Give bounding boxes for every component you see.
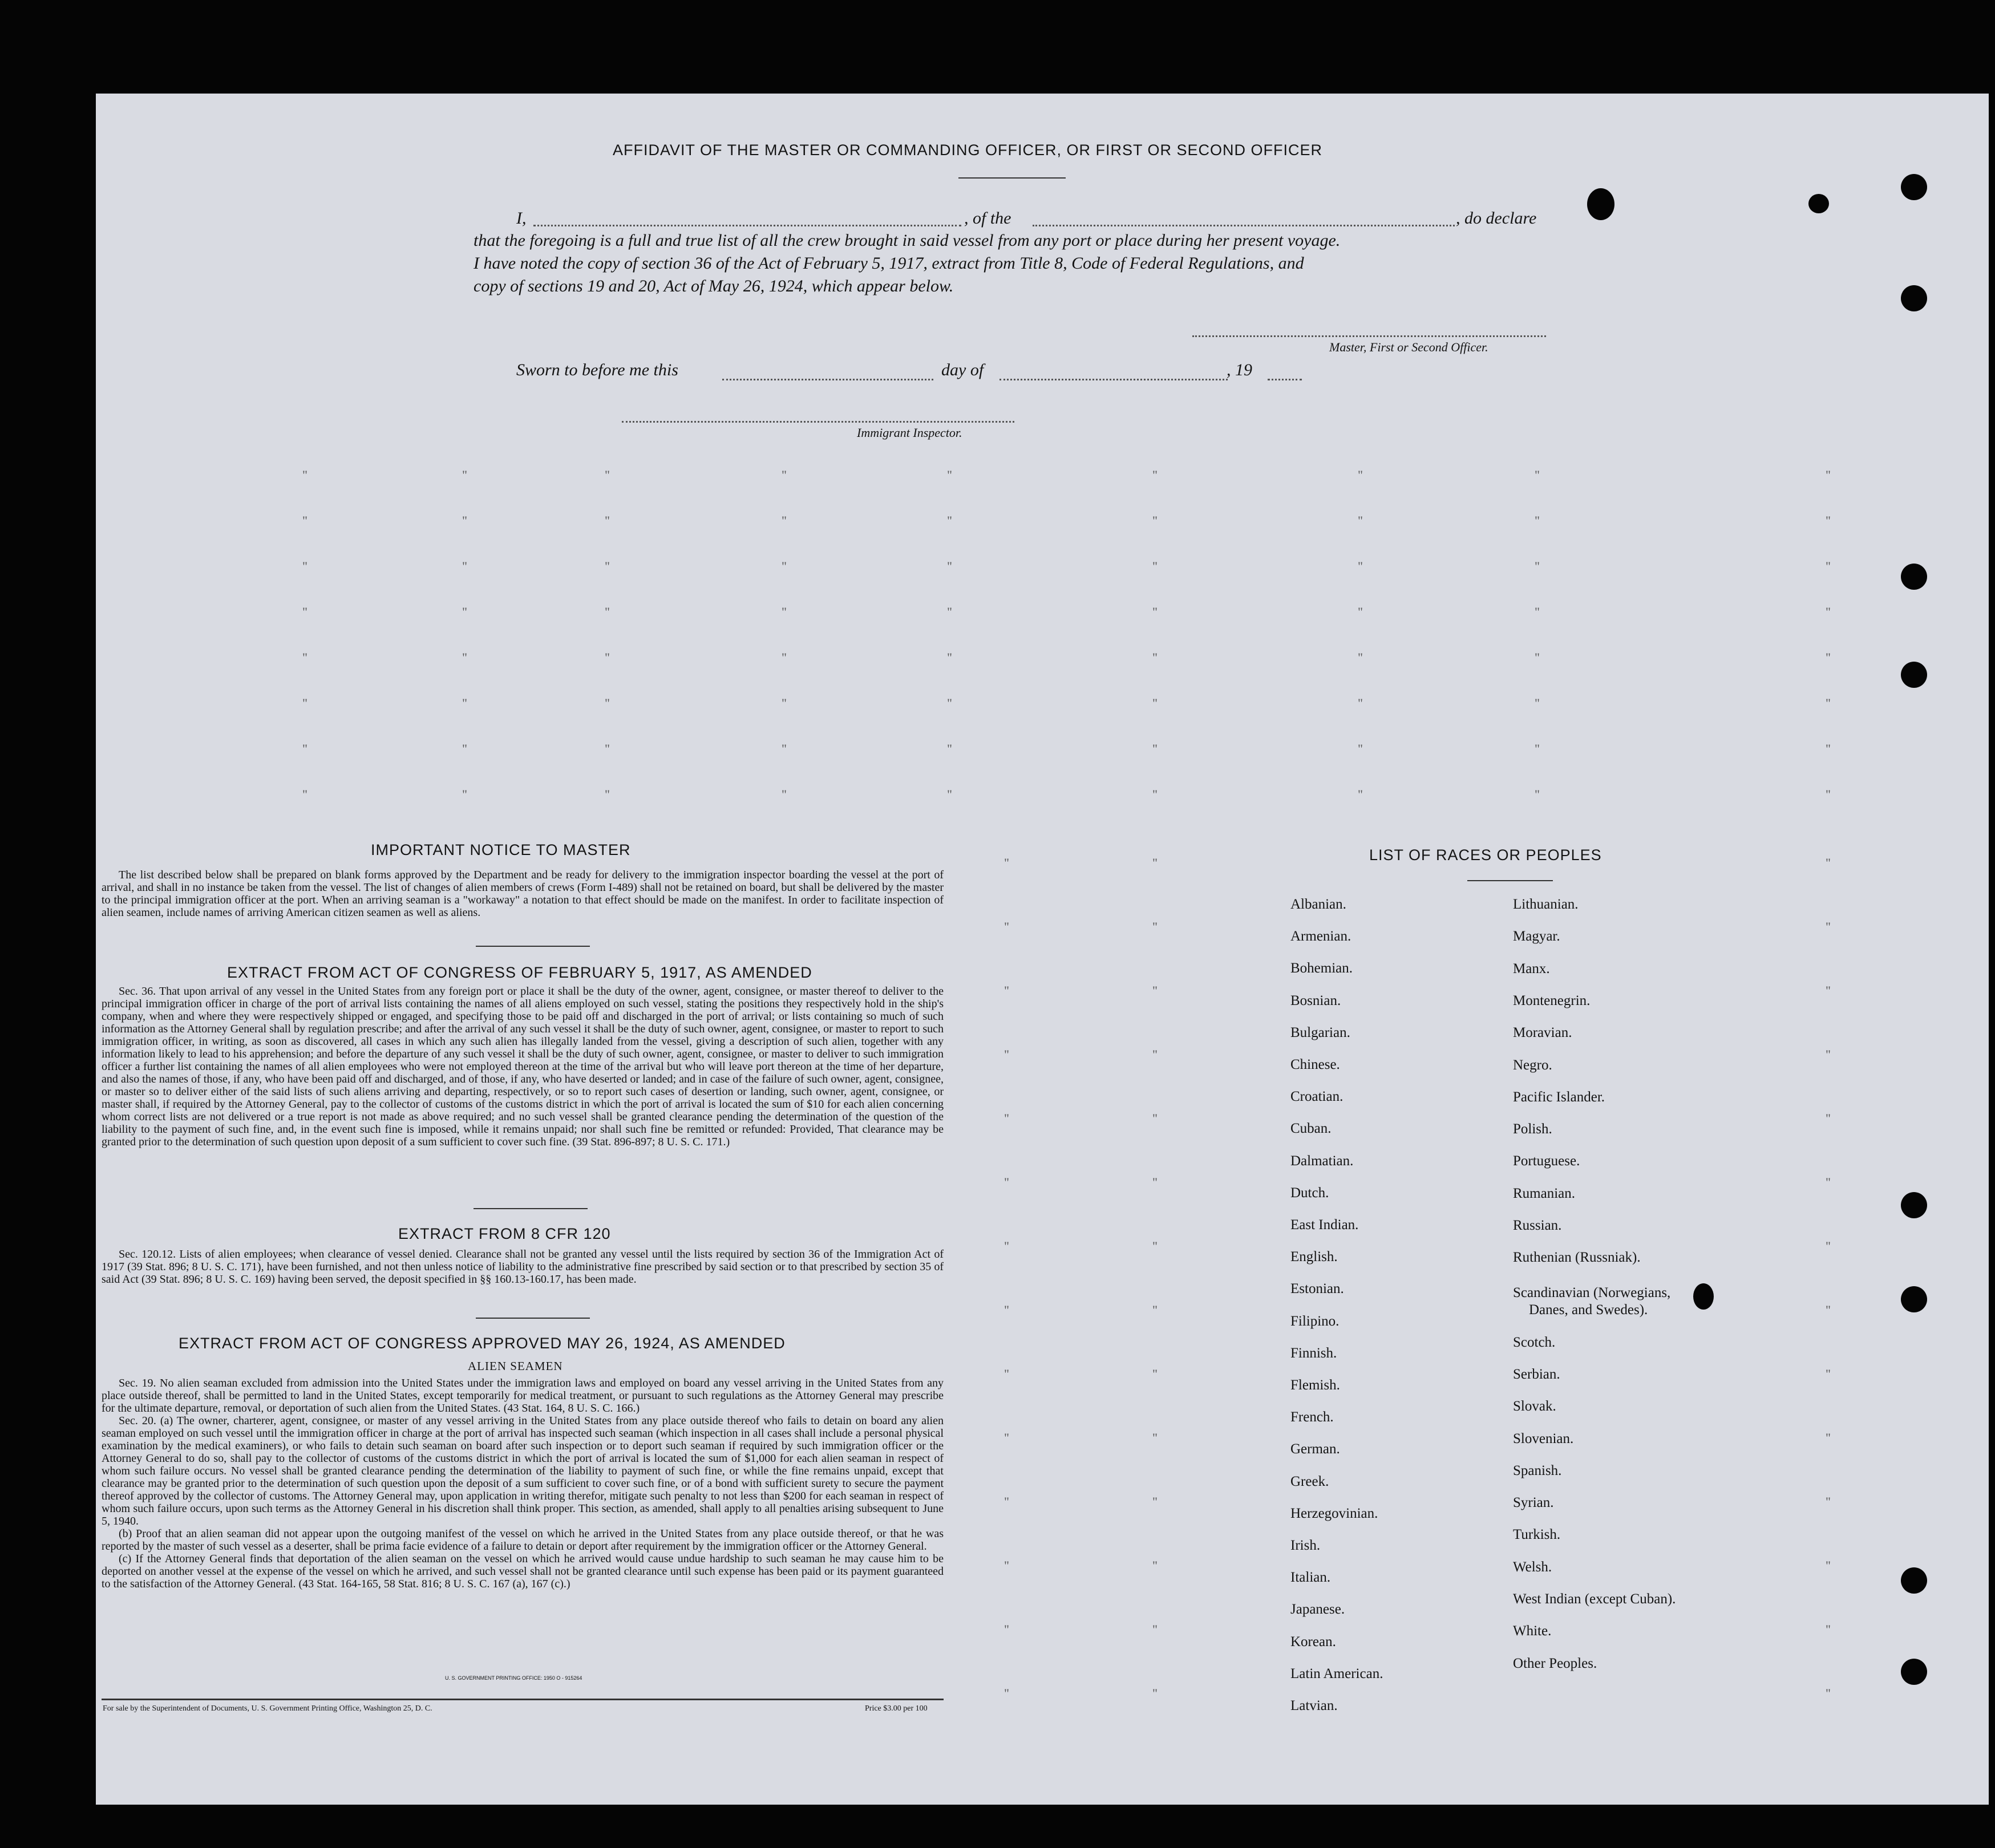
ditto-mark: " (1826, 1558, 1831, 1573)
ditto-mark: " (1004, 1047, 1009, 1061)
punch-hole (1901, 174, 1927, 200)
ditto-mark: " (947, 605, 952, 619)
race-item: Chinese. (1290, 1057, 1340, 1072)
ditto-mark: " (1826, 787, 1831, 801)
race-item: Spanish. (1513, 1462, 1562, 1478)
ditto-mark: " (947, 468, 952, 482)
ditto-mark: " (947, 650, 952, 664)
race-item: Russian. (1513, 1218, 1562, 1233)
race-item: East Indian. (1290, 1217, 1359, 1233)
ditto-mark: " (1826, 513, 1831, 528)
vessel-blank[interactable] (1033, 225, 1455, 226)
ditto-mark: " (462, 468, 467, 482)
race-item: Greek. (1290, 1473, 1329, 1489)
race-item: Pacific Islander. (1513, 1089, 1605, 1105)
race-item: Magyar. (1513, 929, 1560, 945)
ditto-mark: " (1152, 605, 1158, 619)
ditto-mark: " (1826, 1303, 1831, 1317)
ditto-mark: " (605, 787, 610, 801)
gpo-imprint: U. S. GOVERNMENT PRINTING OFFICE: 1950 O - 915264 (445, 1675, 582, 1681)
ditto-mark: " (302, 787, 307, 801)
punch-hole (1901, 662, 1927, 688)
ditto-mark: " (462, 787, 467, 801)
ditto-mark: " (1826, 650, 1831, 664)
punch-hole (1901, 285, 1927, 311)
extract-1924-paragraph: (c) If the Attorney General finds that deportation of the alien seaman on the vessel on which he arrived would cause undue hardship to such seaman he may cause him to be deported on another vessel at the expense of the vessel on which he arrived, and such vessel shall not be granted clearance until such expense has been paid or its payment guaranteed to the satisfaction of the Attorney General. (43 Stat. 164-165, 58 Stat. 816; 8 U. S. C. 167 (a), 167 (c).) (102, 1553, 944, 1590)
notice-text (102, 869, 944, 919)
extract-1924-paragraph: Sec. 19. No alien seaman excluded from admission into the United States under the immigration laws and employed on board any vessel arriving in the United States from any place outside thereof, shall be permitted to land in the United States, except temporarily for medical treatment, or pursuant to such regulations as the Attorney General may prescribe for the ultimate departure, removal, or deportation of such alien from the United States. (43 Stat. 164, 8 U. S. C. 166.) (102, 1377, 944, 1415)
race-item: Montenegrin. (1513, 992, 1591, 1008)
ditto-mark: " (1358, 513, 1363, 528)
ditto-mark: " (1152, 1558, 1158, 1573)
punch-hole (1901, 1192, 1927, 1218)
ditto-mark: " (605, 513, 610, 528)
ditto-mark: " (1152, 1494, 1158, 1509)
ditto-mark: " (1152, 696, 1158, 710)
ditto-mark: " (1004, 1622, 1009, 1636)
ditto-mark: " (1152, 1047, 1158, 1061)
declaration-line: I have noted the copy of section 36 of the Act of February 5, 1917, extract from Title 8, Code of Federal Regulations, and (474, 254, 1304, 273)
ditto-mark: " (462, 513, 467, 528)
ditto-mark: " (1826, 1494, 1831, 1509)
ditto-mark: " (947, 513, 952, 528)
affiant-label: I, (516, 209, 527, 228)
ditto-mark: " (1358, 468, 1363, 482)
race-item: Filipino. (1290, 1313, 1340, 1329)
race-item: Latvian. (1290, 1698, 1338, 1713)
race-item: Serbian. (1513, 1366, 1560, 1382)
ditto-mark: " (1152, 1622, 1158, 1636)
ditto-mark: " (1826, 696, 1831, 710)
ditto-mark: " (1004, 1367, 1009, 1381)
extract-1924-paragraph: (b) Proof that an alien seaman did not appear upon the outgoing manifest of the vessel on which he arrived in the United States from any place outside thereof, or that he was reported by the master of such vessel as a deserter, shall be prima facie evidence of a failure to detain or deport after requirement by the immigration officer or the Attorney General. (102, 1527, 944, 1553)
ditto-mark: " (462, 650, 467, 664)
ditto-mark: " (782, 468, 787, 482)
race-item: Danes, and Swedes). (1529, 1302, 1648, 1318)
race-item: Irish. (1290, 1538, 1321, 1553)
ditto-mark: " (1152, 741, 1158, 756)
race-item: Croatian. (1290, 1089, 1344, 1105)
race-item: Lithuanian. (1513, 897, 1579, 912)
race-item: Korean. (1290, 1634, 1336, 1650)
ditto-mark: " (947, 741, 952, 756)
notice-title: IMPORTANT NOTICE TO MASTER (371, 841, 631, 858)
ditto-mark: " (1826, 1430, 1831, 1445)
ditto-mark: " (1535, 650, 1540, 664)
race-item: Herzegovinian. (1290, 1505, 1378, 1521)
ditto-mark: " (462, 605, 467, 619)
master-signature-blank[interactable] (1192, 335, 1546, 337)
alien-seamen-subtitle: ALIEN SEAMEN (468, 1359, 563, 1373)
ditto-mark: " (782, 696, 787, 710)
punch-hole (1901, 1286, 1927, 1312)
race-item: German. (1290, 1441, 1340, 1457)
ditto-mark: " (1152, 1111, 1158, 1125)
ditto-mark: " (1826, 983, 1831, 998)
ditto-mark: " (1535, 696, 1540, 710)
race-item: Manx. (1513, 961, 1550, 976)
ditto-mark: " (1826, 605, 1831, 619)
race-item: Slovenian. (1513, 1430, 1574, 1446)
ditto-mark: " (1152, 1175, 1158, 1189)
footer-price: Price $3.00 per 100 (865, 1704, 928, 1713)
ditto-mark: " (1152, 1239, 1158, 1253)
race-item: Bulgarian. (1290, 1024, 1350, 1040)
ditto-mark: " (1535, 513, 1540, 528)
ditto-mark: " (605, 696, 610, 710)
ditto-mark: " (1152, 1367, 1158, 1381)
race-item: Cuban. (1290, 1121, 1332, 1137)
ditto-mark: " (1826, 1367, 1831, 1381)
ditto-mark: " (1152, 787, 1158, 801)
ditto-mark: " (1826, 741, 1831, 756)
year-blank[interactable] (1268, 379, 1302, 380)
race-item: Turkish. (1513, 1527, 1561, 1543)
ditto-mark: " (947, 696, 952, 710)
ditto-mark: " (1152, 919, 1158, 934)
ditto-mark: " (1152, 1303, 1158, 1317)
ditto-mark: " (1358, 559, 1363, 573)
race-item: Latin American. (1290, 1665, 1383, 1681)
race-item: Bohemian. (1290, 961, 1353, 976)
ditto-mark: " (947, 787, 952, 801)
ditto-mark: " (1004, 1303, 1009, 1317)
year-label: , 19 (1227, 360, 1252, 379)
race-item: Moravian. (1513, 1025, 1572, 1041)
race-item: English. (1290, 1249, 1338, 1265)
extract-1924-paragraph: Sec. 20. (a) The owner, charterer, agent, consignee, or master of any vessel arriving in the United States from any place outside thereof who fails to detain on board any alien seaman employed on such vessel until the immigration officer in charge at the port of arrival has inspected such seaman (which inspection in all cases shall include a personal physical examination by the medical examiners), or who fails to detain such seaman on board after such inspection or to deport such seaman if required by such immigration officer or the Attorney General to do so, shall pay to the collector of customs of the customs district in which the port of arrival is located the sum of $1,000 for each alien seaman in respect of whom such failure occurs. No vessel shall be granted clearance pending the determination of the liability to payment of such fine, or while the fine remains unpaid, except that clearance may be granted prior to the determination of such question upon the deposit of a sum sufficient to cover such fine, or of a bond with sufficient surety to secure the payment thereof approved by the collector of customs. The Attorney General may, upon application in writing therefor, mitigate such penalty to not less than $200 for each seaman in respect of whom such failure occurs, upon such terms as the Attorney General in his discretion shall think proper. This section, as amended, shall apply to all penalties arising subsequent to June 5, 1940. (102, 1415, 944, 1527)
race-item: Portuguese. (1513, 1153, 1580, 1169)
race-item: Polish. (1513, 1121, 1552, 1137)
ink-blot (1693, 1283, 1714, 1310)
ditto-mark: " (1152, 559, 1158, 573)
divider (958, 177, 1066, 179)
ditto-mark: " (1004, 1239, 1009, 1253)
race-item: Japanese. (1290, 1602, 1345, 1618)
punch-hole (1901, 1567, 1927, 1594)
ditto-mark: " (1826, 1622, 1831, 1636)
ditto-mark: " (1826, 468, 1831, 482)
ditto-mark: " (302, 513, 307, 528)
ditto-mark: " (605, 605, 610, 619)
ditto-mark: " (605, 468, 610, 482)
race-item: Estonian. (1290, 1281, 1344, 1297)
race-item: Rumanian. (1513, 1185, 1576, 1201)
footer-sales-note: For sale by the Superintendent of Documents, U. S. Government Printing Office, Washington 25, D. C. (103, 1704, 432, 1713)
ditto-mark: " (1152, 468, 1158, 482)
race-item: Syrian. (1513, 1495, 1554, 1511)
divider (474, 1208, 588, 1209)
ditto-mark: " (1358, 605, 1363, 619)
race-item: Dalmatian. (1290, 1153, 1354, 1169)
ditto-mark: " (782, 605, 787, 619)
ditto-mark: " (1358, 741, 1363, 756)
ditto-mark: " (1535, 605, 1540, 619)
ditto-mark: " (1826, 856, 1831, 870)
race-item: Bosnian. (1290, 992, 1341, 1008)
ink-blot (1587, 188, 1614, 220)
ink-blot (1808, 194, 1829, 213)
footer-rule (102, 1699, 944, 1700)
inspector-signature-blank[interactable] (622, 421, 1014, 423)
ditto-mark: " (947, 559, 952, 573)
ditto-mark: " (1004, 1430, 1009, 1445)
extract-1917-text (102, 985, 944, 1148)
ditto-mark: " (1826, 1239, 1831, 1253)
declaration-line: copy of sections 19 and 20, Act of May 26, 1924, which appear below. (474, 277, 954, 295)
divider (476, 1318, 590, 1319)
ditto-mark: " (1152, 983, 1158, 998)
race-item: Armenian. (1290, 929, 1351, 945)
extract-1924-title: EXTRACT FROM ACT OF CONGRESS APPROVED MAY 26, 1924, AS AMENDED (179, 1335, 786, 1352)
ditto-mark: " (1535, 787, 1540, 801)
races-title: LIST OF RACES OR PEOPLES (1369, 846, 1602, 864)
ditto-mark: " (302, 650, 307, 664)
race-item: Other Peoples. (1513, 1655, 1597, 1671)
ditto-mark: " (1826, 1047, 1831, 1061)
punch-hole (1901, 564, 1927, 590)
race-item: Dutch. (1290, 1185, 1329, 1201)
declaration-line: that the foregoing is a full and true list of all the crew brought in said vessel from any port or place during her present voyage. (474, 231, 1341, 250)
ditto-mark: " (1004, 1558, 1009, 1573)
master-signature-label: Master, First or Second Officer. (1329, 340, 1488, 354)
ditto-mark: " (1826, 1111, 1831, 1125)
ditto-mark: " (462, 559, 467, 573)
ditto-mark: " (782, 787, 787, 801)
extract-cfr-text (102, 1248, 944, 1286)
inspector-label: Immigrant Inspector. (857, 425, 962, 440)
race-item: Finnish. (1290, 1345, 1337, 1361)
ditto-mark: " (1152, 650, 1158, 664)
race-item: Albanian. (1290, 897, 1346, 912)
ditto-mark: " (782, 650, 787, 664)
day-blank[interactable] (722, 379, 933, 380)
ditto-mark: " (1152, 856, 1158, 870)
ditto-mark: " (1004, 983, 1009, 998)
punch-hole (1901, 1659, 1927, 1685)
race-item: Slovak. (1513, 1399, 1556, 1415)
race-item: Ruthenian (Russniak). (1513, 1250, 1641, 1266)
ditto-mark: " (1358, 696, 1363, 710)
ditto-mark: " (1152, 1430, 1158, 1445)
extract-1924-text (102, 1377, 944, 1590)
divider (1467, 880, 1553, 881)
ditto-mark: " (462, 741, 467, 756)
ditto-mark: " (782, 559, 787, 573)
race-item: Flemish. (1290, 1377, 1340, 1393)
ditto-mark: " (782, 741, 787, 756)
ditto-mark: " (1535, 468, 1540, 482)
of-the-label: , of the (964, 209, 1011, 228)
ditto-mark: " (1004, 919, 1009, 934)
ditto-mark: " (302, 741, 307, 756)
race-item: Scandinavian (Norwegians, (1513, 1285, 1671, 1301)
race-item: French. (1290, 1409, 1334, 1425)
do-declare-label: , do declare (1456, 209, 1537, 228)
ditto-mark: " (302, 696, 307, 710)
extract-1917-title: EXTRACT FROM ACT OF CONGRESS OF FEBRUARY 5, 1917, AS AMENDED (227, 964, 812, 981)
ditto-mark: " (1004, 1494, 1009, 1509)
race-item: White. (1513, 1623, 1552, 1639)
ditto-mark: " (605, 650, 610, 664)
ditto-mark: " (1535, 741, 1540, 756)
ditto-mark: " (302, 605, 307, 619)
race-item: Scotch. (1513, 1334, 1556, 1350)
ditto-mark: " (1004, 1686, 1009, 1700)
race-item: Italian. (1290, 1570, 1331, 1586)
ditto-mark: " (782, 513, 787, 528)
ditto-mark: " (302, 468, 307, 482)
ditto-mark: " (1826, 1686, 1831, 1700)
sworn-label: Sworn to before me this (516, 360, 678, 379)
ditto-mark: " (605, 559, 610, 573)
month-blank[interactable] (999, 379, 1228, 380)
ditto-mark: " (1004, 856, 1009, 870)
ditto-mark: " (1826, 919, 1831, 934)
ditto-mark: " (1152, 513, 1158, 528)
day-of-label: day of (941, 360, 984, 379)
name-blank[interactable] (533, 225, 961, 226)
ditto-mark: " (1004, 1175, 1009, 1189)
ditto-mark: " (1358, 787, 1363, 801)
extract-cfr-title: EXTRACT FROM 8 CFR 120 (398, 1225, 611, 1242)
ditto-mark: " (1535, 559, 1540, 573)
ditto-mark: " (1826, 1175, 1831, 1189)
ditto-mark: " (1004, 1111, 1009, 1125)
divider (476, 946, 590, 947)
notice-paragraph: The list described below shall be prepared on blank forms approved by the Department and be ready for delivery to the immigration inspector boarding the vessel at the port of arrival, and shall in no instance be taken from the vessel. The list of changes of alien members of crews (Form I-489) shall not be retained on board, but shall be delivered by the master to the principal immigration officer at the port. When an arriving seaman is a "workaway" a notation to that effect should be made on the manifest. In order to facilitate inspection of alien seamen, include names of arriving American citizen seamen as well as aliens. (102, 869, 944, 919)
race-item: Welsh. (1513, 1559, 1552, 1575)
ditto-mark: " (605, 741, 610, 756)
ditto-mark: " (1358, 650, 1363, 664)
ditto-mark: " (302, 559, 307, 573)
race-item: Negro. (1513, 1057, 1552, 1073)
extract-cfr-paragraph: Sec. 120.12. Lists of alien employees; when clearance of vessel denied. Clearance shall not be granted any vessel until the lists required by section 36 of the Immigration Act of 1917 (39 Stat. 896; 8 U. S. C. 171), have been furnished, and not then unless notice of liability to the administrative fine prescribed by said section or to that prescribed by section 35 of said Act (39 Stat. 896; 8 U. S. C. 169) having been served, the deposit specified in §§ 160.13-160.17, has been made. (102, 1248, 944, 1286)
affidavit-title: AFFIDAVIT OF THE MASTER OR COMMANDING OFFICER, OR FIRST OR SECOND OFFICER (613, 141, 1323, 159)
ditto-mark: " (1152, 1686, 1158, 1700)
extract-1917-paragraph: Sec. 36. That upon arrival of any vessel in the United States from any foreign port or place it shall be the duty of the owner, agent, consignee, or master thereof to deliver to the principal immigration officer in charge of the port of arrival lists containing the names of all aliens employed on such vessel, stating the positions they respectively hold in the ship's company, when and where they were respectively shipped or engaged, and specifying those to be paid off and discharged in the port of arrival; or lists containing so much of such information as the Attorney General shall by regulation prescribe; and after the arrival of any such vessel it shall be the duty of such owner, agent, consignee, or master to report to such immigration officer, in writing, as soon as discovered, all cases in which any such alien has illegally landed from the vessel, giving a description of such alien, together with any information likely to lead to his apprehension; and before the departure of any such vessel it shall be the duty of such owner, agent, consignee, or master to deliver to such immigration officer a further list containing the names of all alien employees who were not employed thereon at the time of the arrival but who will leave port thereon at the time of her departure, and also the names of those, if any, who have been paid off and discharged, and of those, if any, who have deserted or landed; and in case of the failure of such owner, agent, consignee, or master so to deliver either of the said lists of such aliens arriving and departing, respectively, or so to report such cases of desertion or landing, such owner, agent, consignee, or master shall, if required by the Attorney General, pay to the collector of customs of the customs district in which the port of arrival is located the sum of $10 for each alien concerning whom correct lists are not delivered or a true report is not made as above required; and no such vessel shall be granted clearance pending the determination of the question of the liability to the payment of such fine, and, in the event such fine is imposed, while it remains unpaid; nor shall such fine be remitted or refunded: Provided, That clearance may be granted prior to the determination of such question upon deposit of a sum sufficient to cover such fine. (39 Stat. 896-897; 8 U. S. C. 171.) (102, 985, 944, 1148)
ditto-mark: " (1826, 559, 1831, 573)
race-item: West Indian (except Cuban). (1513, 1591, 1676, 1607)
ditto-mark: " (462, 696, 467, 710)
